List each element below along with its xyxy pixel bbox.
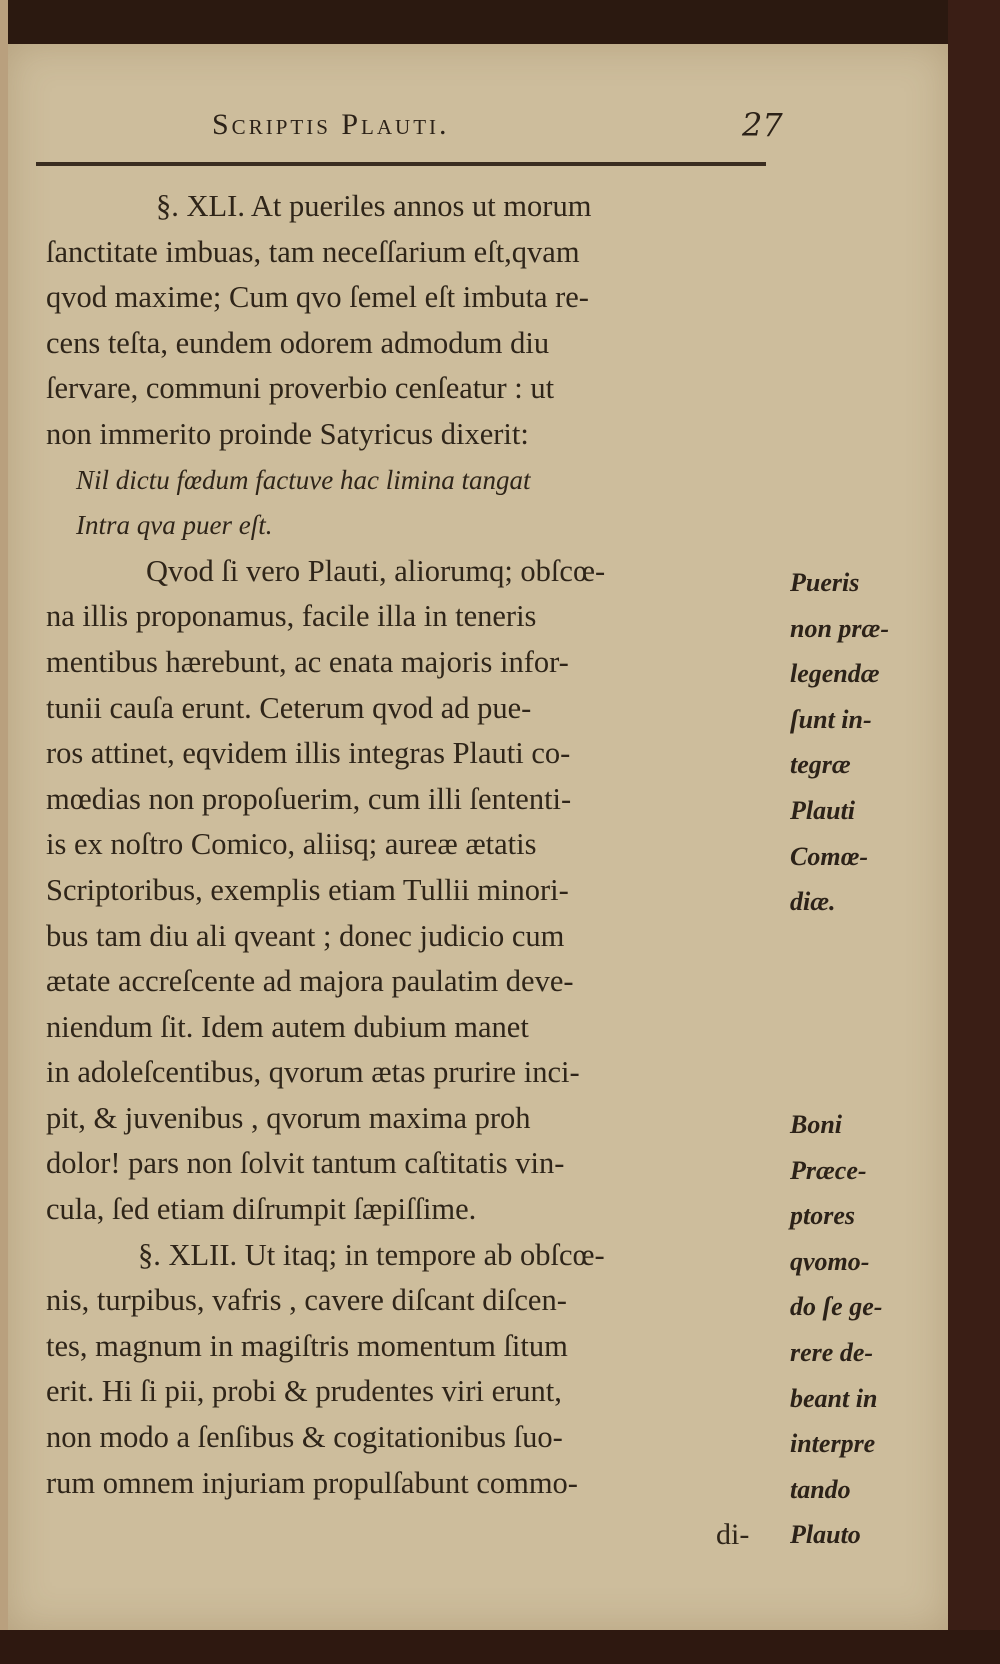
margin-note-line: tegræ [790,750,851,780]
margin-note-line: non præ- [790,613,889,643]
text-line: non immerito proinde Satyricus dixerit: [46,416,529,451]
margin-note-boni-praeceptores [790,1102,882,1558]
text-line: qvod maxime; Cum qvo ſemel eſt imbuta re- [46,280,589,315]
text-line: mentibus hærebunt, ac enata majoris infor- [46,644,569,679]
text-line: ſervare, communi proverbio cenſeatur : ut [46,371,555,406]
text-line: non modo a ſenſibus & cogitationibus ſuo- [46,1420,563,1455]
text-line: ſanctitate imbuas, tam neceſſarium eſt,qvam [46,234,580,269]
text-line: Nil dictu fœdum factuve hac limina tangat [76,464,531,495]
text-line: cula, ſed etiam diſrumpit ſæpiſſime. [46,1192,477,1227]
margin-note-line: tando [790,1474,851,1504]
margin-note-line: legendæ [790,659,880,689]
margin-note-line: diæ. [790,887,836,917]
text-line: Scriptoribus, exemplis etiam Tullii minori- [46,872,569,907]
scan-right-border [948,0,1000,1664]
text-line: Intra qva puer eſt. [76,510,273,541]
text-line: bus tam diu ali qveant ; donec judicio cum [46,918,565,953]
text-line: Qvod ſi vero Plauti, aliorumq; obſcœ- [146,553,606,588]
margin-note-line: beant in [790,1383,878,1413]
text-line: tes, magnum in magiſtris momentum ſitum [46,1328,568,1363]
margin-note-line: interpre [790,1429,876,1459]
body-text [46,184,786,1506]
margin-note-line: qvomo- [790,1246,870,1276]
margin-note-line: ſunt in- [790,704,872,734]
text-line: §. XLII. Ut itaq; in tempore ab obſcœ- [138,1237,605,1272]
margin-note-line: Comœ- [790,841,868,871]
margin-note-line: Plauto [790,1520,861,1550]
margin-note-line: ptores [790,1201,855,1231]
margin-note-pueris [790,560,889,925]
margin-note-line: rere de- [790,1337,874,1367]
text-line: pit, & juvenibus , qvorum maxima proh [46,1100,531,1135]
text-line: tunii cauſa erunt. Ceterum qvod ad pue- [46,690,532,725]
text-line: is ex noſtro Comico, aliisq; aureæ ætatis [46,827,537,862]
margin-note-line: Pueris [790,568,860,597]
text-line: cens teſta, eundem odorem admodum diu [46,325,550,360]
scan-top-border [0,0,1000,44]
text-line: ætate accreſcente ad majora paulatim deve- [46,964,574,999]
header-rule [36,162,766,166]
text-line: erit. Hi ſi pii, probi & prudentes viri erunt, [46,1374,562,1409]
text-line: ros attinet, eqvidem illis integras Plauti co- [46,736,571,771]
text-line: §. XLI. At pueriles annos ut morum [156,189,592,223]
scan-bottom-border [0,1630,1000,1664]
margin-note-line: do ſe ge- [790,1292,883,1322]
text-line: in adoleſcentibus, qvorum ætas prurire inci- [46,1055,580,1090]
page-number: 27 [742,106,783,144]
margin-note-line: Plauti [790,795,856,825]
text-line: mœdias non propoſuerim, cum illi ſententi- [46,781,572,816]
text-line: na illis proponamus, facile illa in teneris [46,599,537,634]
text-line: dolor! pars non ſolvit tantum caſtitatis vin- [46,1146,565,1181]
margin-note-line: Præce- [790,1155,867,1185]
scan-left-edge [0,0,8,1664]
text-line: rum omnem injuriam propulſabunt commo- [46,1465,578,1500]
running-head: Scriptis Plauti. [212,108,450,141]
text-line: niendum ſit. Idem autem dubium manet [46,1009,529,1044]
margin-note-line: Boni [790,1110,843,1139]
catchword: di- [716,1518,750,1551]
text-line: nis, turpibus, vafris , cavere diſcant diſcen- [46,1283,567,1318]
